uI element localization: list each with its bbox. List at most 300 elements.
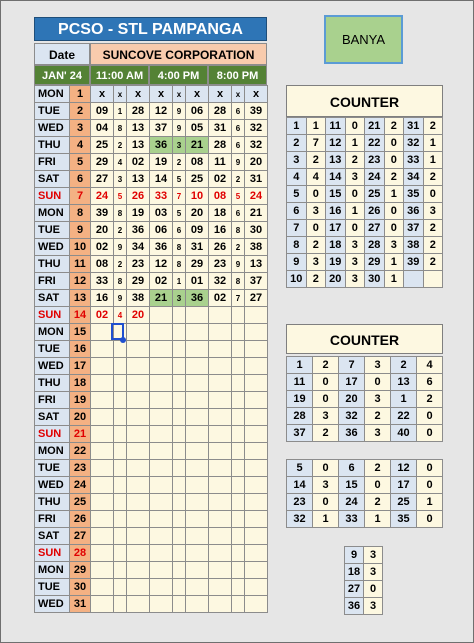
result-cell[interactable]: 34 (127, 239, 150, 256)
result-cell[interactable]: 29 (91, 154, 114, 171)
result-cell[interactable] (245, 443, 268, 460)
date-cell[interactable]: 24 (70, 477, 91, 494)
result-cell[interactable]: 25 (91, 137, 114, 154)
counter-number-cell[interactable]: 11 (326, 118, 346, 135)
result-cell[interactable] (209, 579, 232, 596)
day-cell[interactable]: THU (35, 494, 70, 511)
result-cell[interactable] (245, 307, 268, 324)
result-cell[interactable] (127, 477, 150, 494)
result-cell[interactable]: 9 (173, 120, 186, 137)
result-cell[interactable]: 32 (209, 273, 232, 290)
result-cell[interactable]: 39 (91, 205, 114, 222)
result-cell[interactable]: 16 (209, 222, 232, 239)
date-cell[interactable]: 4 (70, 137, 91, 154)
result-cell[interactable]: 20 (127, 307, 150, 324)
result-cell[interactable] (232, 528, 245, 545)
counter-number-cell[interactable]: 10 (287, 271, 307, 288)
result-cell[interactable] (245, 511, 268, 528)
result-cell[interactable]: x (91, 86, 114, 103)
result-cell[interactable] (245, 460, 268, 477)
result-cell[interactable] (150, 579, 173, 596)
result-cell[interactable] (186, 477, 209, 494)
result-cell[interactable] (186, 392, 209, 409)
counter-count-cell[interactable]: 3 (345, 254, 365, 271)
day-cell[interactable]: WED (35, 239, 70, 256)
result-cell[interactable] (245, 494, 268, 511)
result-cell[interactable] (245, 392, 268, 409)
day-cell[interactable]: SAT (35, 409, 70, 426)
result-cell[interactable]: 1 (114, 103, 127, 120)
counter-number-cell[interactable]: 14 (287, 477, 313, 494)
result-cell[interactable]: 06 (186, 103, 209, 120)
result-cell[interactable] (173, 375, 186, 392)
counter-number-cell[interactable]: 18 (345, 564, 364, 581)
result-cell[interactable] (127, 392, 150, 409)
counter-count-cell[interactable]: 0 (313, 374, 339, 391)
counter-count-cell[interactable]: 3 (306, 203, 326, 220)
result-cell[interactable] (232, 341, 245, 358)
result-cell[interactable] (232, 562, 245, 579)
date-cell[interactable]: 23 (70, 460, 91, 477)
result-cell[interactable]: 21 (150, 290, 173, 307)
day-cell[interactable]: MON (35, 205, 70, 222)
result-cell[interactable]: 8 (114, 273, 127, 290)
counter-count-cell[interactable]: 0 (384, 203, 404, 220)
date-cell[interactable]: 2 (70, 103, 91, 120)
result-cell[interactable] (232, 545, 245, 562)
counter-count-cell[interactable]: 1 (417, 494, 443, 511)
result-cell[interactable] (232, 358, 245, 375)
result-cell[interactable] (127, 358, 150, 375)
result-cell[interactable] (150, 596, 173, 613)
date-cell[interactable]: 28 (70, 545, 91, 562)
day-cell[interactable]: WED (35, 120, 70, 137)
result-cell[interactable] (127, 528, 150, 545)
result-cell[interactable]: 6 (232, 103, 245, 120)
result-cell[interactable] (91, 409, 114, 426)
result-cell[interactable] (186, 562, 209, 579)
result-cell[interactable]: 12 (150, 103, 173, 120)
counter-number-cell[interactable]: 17 (339, 374, 365, 391)
result-cell[interactable] (209, 392, 232, 409)
counter-count-cell[interactable]: 3 (345, 271, 365, 288)
counter-count-cell[interactable]: 3 (365, 425, 391, 442)
result-cell[interactable]: 31 (186, 239, 209, 256)
counter-number-cell[interactable]: 5 (287, 186, 307, 203)
result-cell[interactable] (150, 358, 173, 375)
result-cell[interactable]: 7 (173, 188, 186, 205)
day-cell[interactable]: TUE (35, 222, 70, 239)
counter-number-cell[interactable]: 13 (391, 374, 417, 391)
result-cell[interactable]: 6 (173, 222, 186, 239)
counter-count-cell[interactable]: 0 (417, 477, 443, 494)
counter-count-cell[interactable]: 1 (423, 152, 443, 169)
result-cell[interactable]: 13 (127, 120, 150, 137)
fill-handle[interactable] (120, 337, 126, 343)
result-cell[interactable] (173, 477, 186, 494)
result-cell[interactable] (186, 375, 209, 392)
result-cell[interactable]: 04 (91, 120, 114, 137)
counter-number-cell[interactable]: 25 (391, 494, 417, 511)
date-cell[interactable]: 3 (70, 120, 91, 137)
result-cell[interactable] (186, 528, 209, 545)
counter-count-cell[interactable]: 2 (384, 118, 404, 135)
result-cell[interactable] (232, 477, 245, 494)
counter-count-cell[interactable]: 3 (364, 564, 383, 581)
result-cell[interactable]: 38 (245, 239, 268, 256)
result-cell[interactable]: 13 (245, 256, 268, 273)
result-cell[interactable] (150, 511, 173, 528)
counter-count-cell[interactable]: 3 (345, 169, 365, 186)
result-cell[interactable]: 02 (127, 154, 150, 171)
result-cell[interactable] (150, 426, 173, 443)
result-cell[interactable] (209, 358, 232, 375)
day-cell[interactable]: FRI (35, 392, 70, 409)
counter-count-cell[interactable]: 1 (313, 511, 339, 528)
day-cell[interactable]: SUN (35, 545, 70, 562)
counter-number-cell[interactable]: 32 (339, 408, 365, 425)
result-cell[interactable]: x (232, 86, 245, 103)
result-cell[interactable] (209, 307, 232, 324)
counter-count-cell[interactable]: 0 (345, 118, 365, 135)
counter-number-cell[interactable]: 6 (339, 460, 365, 477)
result-cell[interactable] (150, 443, 173, 460)
result-cell[interactable]: 28 (209, 137, 232, 154)
result-cell[interactable] (127, 579, 150, 596)
result-cell[interactable] (150, 409, 173, 426)
result-cell[interactable] (245, 477, 268, 494)
result-cell[interactable]: 10 (186, 188, 209, 205)
result-cell[interactable]: 6 (232, 120, 245, 137)
counter-number-cell[interactable]: 3 (287, 152, 307, 169)
result-cell[interactable] (114, 545, 127, 562)
counter-number-cell[interactable]: 25 (365, 186, 385, 203)
counter-count-cell[interactable]: 0 (306, 186, 326, 203)
counter-number-cell[interactable]: 4 (287, 169, 307, 186)
result-cell[interactable] (209, 528, 232, 545)
result-cell[interactable]: 5 (173, 171, 186, 188)
counter-number-cell[interactable]: 1 (287, 118, 307, 135)
result-cell[interactable] (232, 324, 245, 341)
day-cell[interactable]: TUE (35, 460, 70, 477)
counter-number-cell[interactable]: 5 (287, 460, 313, 477)
result-cell[interactable]: 1 (173, 273, 186, 290)
result-cell[interactable] (209, 426, 232, 443)
counter-number-cell[interactable]: 40 (391, 425, 417, 442)
banya-button[interactable]: BANYA (324, 15, 403, 64)
result-cell[interactable] (245, 426, 268, 443)
result-cell[interactable] (209, 341, 232, 358)
counter-count-cell[interactable]: 0 (384, 152, 404, 169)
counter-count-cell[interactable]: 2 (345, 152, 365, 169)
counter-count-cell[interactable]: 1 (384, 254, 404, 271)
result-cell[interactable] (186, 426, 209, 443)
date-cell[interactable]: 20 (70, 409, 91, 426)
result-cell[interactable]: 6 (232, 205, 245, 222)
result-cell[interactable]: 29 (127, 273, 150, 290)
result-cell[interactable] (209, 477, 232, 494)
result-cell[interactable]: 28 (127, 103, 150, 120)
result-cell[interactable]: 12 (150, 256, 173, 273)
counter-count-cell[interactable]: 0 (313, 391, 339, 408)
result-cell[interactable] (127, 375, 150, 392)
result-cell[interactable]: 32 (245, 137, 268, 154)
result-cell[interactable]: 31 (245, 171, 268, 188)
day-cell[interactable]: MON (35, 443, 70, 460)
counter-count-cell[interactable]: 4 (306, 169, 326, 186)
counter-count-cell[interactable]: 0 (365, 477, 391, 494)
result-cell[interactable] (91, 477, 114, 494)
result-cell[interactable] (114, 528, 127, 545)
counter-count-cell[interactable]: 0 (365, 374, 391, 391)
result-cell[interactable] (173, 324, 186, 341)
counter-number-cell[interactable]: 35 (404, 186, 424, 203)
counter-count-cell[interactable]: 1 (345, 135, 365, 152)
result-cell[interactable] (91, 545, 114, 562)
counter-number-cell[interactable]: 9 (345, 547, 364, 564)
day-cell[interactable]: SUN (35, 188, 70, 205)
result-cell[interactable]: 01 (186, 273, 209, 290)
result-cell[interactable] (114, 375, 127, 392)
result-cell[interactable] (209, 545, 232, 562)
result-cell[interactable]: 11 (209, 154, 232, 171)
counter-number-cell[interactable]: 24 (365, 169, 385, 186)
result-cell[interactable] (114, 426, 127, 443)
result-cell[interactable] (245, 545, 268, 562)
date-cell[interactable]: 27 (70, 528, 91, 545)
result-cell[interactable] (209, 596, 232, 613)
counter-number-cell[interactable]: 2 (287, 135, 307, 152)
counter-count-cell[interactable]: 0 (364, 581, 383, 598)
day-cell[interactable]: MON (35, 562, 70, 579)
result-cell[interactable]: 31 (209, 120, 232, 137)
counter-count-cell[interactable]: 3 (364, 598, 383, 615)
counter-number-cell[interactable]: 37 (287, 425, 313, 442)
counter-count-cell[interactable]: 0 (417, 408, 443, 425)
result-cell[interactable] (150, 324, 173, 341)
result-cell[interactable] (127, 409, 150, 426)
result-cell[interactable] (173, 426, 186, 443)
counter-number-cell[interactable]: 15 (326, 186, 346, 203)
result-cell[interactable] (114, 358, 127, 375)
day-cell[interactable]: WED (35, 477, 70, 494)
result-cell[interactable] (150, 307, 173, 324)
result-cell[interactable] (127, 443, 150, 460)
result-cell[interactable] (232, 511, 245, 528)
day-cell[interactable]: TUE (35, 341, 70, 358)
result-cell[interactable]: 20 (186, 205, 209, 222)
result-cell[interactable] (232, 579, 245, 596)
result-cell[interactable] (245, 341, 268, 358)
date-cell[interactable]: 19 (70, 392, 91, 409)
date-cell[interactable]: 8 (70, 205, 91, 222)
result-cell[interactable] (127, 324, 150, 341)
counter-number-cell[interactable]: 1 (391, 391, 417, 408)
result-cell[interactable]: 32 (245, 120, 268, 137)
result-cell[interactable] (91, 494, 114, 511)
counter-number-cell[interactable]: 27 (365, 220, 385, 237)
result-cell[interactable] (114, 341, 127, 358)
counter-number-cell[interactable]: 13 (326, 152, 346, 169)
result-cell[interactable]: 2 (114, 137, 127, 154)
day-cell[interactable]: SUN (35, 426, 70, 443)
result-cell[interactable]: 2 (232, 171, 245, 188)
counter-count-cell[interactable]: 0 (345, 220, 365, 237)
result-cell[interactable]: 08 (91, 256, 114, 273)
counter-count-cell[interactable]: 3 (384, 237, 404, 254)
result-cell[interactable]: 21 (186, 137, 209, 154)
counter-count-cell[interactable]: 2 (423, 220, 443, 237)
result-cell[interactable] (209, 324, 232, 341)
result-cell[interactable] (127, 511, 150, 528)
counter-number-cell[interactable]: 37 (404, 220, 424, 237)
result-cell[interactable] (127, 494, 150, 511)
result-cell[interactable]: 05 (186, 120, 209, 137)
result-cell[interactable]: 19 (150, 154, 173, 171)
counter-count-cell[interactable]: 2 (306, 152, 326, 169)
result-cell[interactable] (127, 596, 150, 613)
counter-number-cell[interactable]: 33 (404, 152, 424, 169)
result-cell[interactable]: 13 (127, 171, 150, 188)
result-cell[interactable] (114, 392, 127, 409)
result-cell[interactable] (209, 460, 232, 477)
result-cell[interactable]: 8 (232, 222, 245, 239)
day-cell[interactable]: FRI (35, 511, 70, 528)
counter-count-cell[interactable]: 3 (365, 357, 391, 374)
result-cell[interactable]: 8 (114, 120, 127, 137)
counter-count-cell[interactable]: 0 (313, 494, 339, 511)
counter-number-cell[interactable]: 7 (339, 357, 365, 374)
result-cell[interactable] (173, 341, 186, 358)
day-cell[interactable]: TUE (35, 103, 70, 120)
counter-count-cell[interactable]: 0 (417, 511, 443, 528)
counter-number-cell[interactable]: 18 (326, 237, 346, 254)
result-cell[interactable] (173, 460, 186, 477)
result-cell[interactable] (232, 375, 245, 392)
day-cell[interactable]: SAT (35, 171, 70, 188)
result-cell[interactable]: 28 (209, 103, 232, 120)
result-cell[interactable]: 3 (173, 290, 186, 307)
result-cell[interactable] (114, 477, 127, 494)
counter-count-cell[interactable]: 1 (365, 511, 391, 528)
result-cell[interactable]: 02 (209, 171, 232, 188)
counter-number-cell[interactable]: 2 (391, 357, 417, 374)
date-cell[interactable]: 1 (70, 86, 91, 103)
result-cell[interactable]: 26 (127, 188, 150, 205)
counter-number-cell[interactable]: 14 (326, 169, 346, 186)
result-cell[interactable]: 26 (209, 239, 232, 256)
result-cell[interactable]: 19 (127, 205, 150, 222)
result-cell[interactable]: 6 (232, 137, 245, 154)
counter-count-cell[interactable]: 3 (364, 547, 383, 564)
counter-count-cell[interactable]: 2 (423, 237, 443, 254)
result-cell[interactable] (245, 375, 268, 392)
result-cell[interactable] (91, 375, 114, 392)
counter-count-cell[interactable]: 2 (313, 357, 339, 374)
result-cell[interactable] (150, 341, 173, 358)
result-cell[interactable]: 9 (114, 239, 127, 256)
date-cell[interactable]: 10 (70, 239, 91, 256)
result-cell[interactable] (186, 494, 209, 511)
result-cell[interactable] (150, 528, 173, 545)
result-cell[interactable]: 8 (173, 256, 186, 273)
counter-count-cell[interactable]: 2 (423, 118, 443, 135)
counter-count-cell[interactable]: 1 (384, 186, 404, 203)
result-cell[interactable] (173, 307, 186, 324)
result-cell[interactable]: 2 (114, 222, 127, 239)
counter-count-cell[interactable]: 0 (384, 220, 404, 237)
result-cell[interactable]: 4 (114, 307, 127, 324)
date-cell[interactable]: 12 (70, 273, 91, 290)
counter-number-cell[interactable]: 6 (287, 203, 307, 220)
result-cell[interactable] (127, 341, 150, 358)
counter-number-cell[interactable]: 28 (365, 237, 385, 254)
day-cell[interactable]: MON (35, 324, 70, 341)
counter-number-cell[interactable]: 16 (326, 203, 346, 220)
counter-number-cell[interactable]: 32 (404, 135, 424, 152)
result-cell[interactable] (173, 528, 186, 545)
result-cell[interactable]: x (114, 86, 127, 103)
result-cell[interactable]: x (127, 86, 150, 103)
counter-number-cell[interactable]: 38 (404, 237, 424, 254)
day-cell[interactable]: WED (35, 358, 70, 375)
day-cell[interactable]: FRI (35, 273, 70, 290)
result-cell[interactable] (150, 494, 173, 511)
counter-number-cell[interactable]: 19 (326, 254, 346, 271)
result-cell[interactable]: 5 (114, 188, 127, 205)
result-cell[interactable]: 3 (173, 137, 186, 154)
date-cell[interactable]: 16 (70, 341, 91, 358)
result-cell[interactable] (173, 358, 186, 375)
result-cell[interactable] (127, 426, 150, 443)
result-cell[interactable]: 37 (150, 120, 173, 137)
result-cell[interactable] (91, 562, 114, 579)
result-cell[interactable]: 09 (186, 222, 209, 239)
counter-number-cell[interactable]: 1 (287, 357, 313, 374)
result-cell[interactable]: 36 (150, 239, 173, 256)
result-cell[interactable] (91, 426, 114, 443)
result-cell[interactable] (150, 477, 173, 494)
counter-count-cell[interactable]: 2 (365, 408, 391, 425)
result-cell[interactable] (91, 528, 114, 545)
result-cell[interactable] (150, 392, 173, 409)
result-cell[interactable]: 20 (91, 222, 114, 239)
counter-count-cell[interactable]: 6 (417, 374, 443, 391)
result-cell[interactable] (114, 579, 127, 596)
result-cell[interactable] (232, 494, 245, 511)
counter-number-cell[interactable]: 23 (365, 152, 385, 169)
result-cell[interactable]: 06 (150, 222, 173, 239)
result-cell[interactable] (91, 596, 114, 613)
result-cell[interactable] (173, 562, 186, 579)
date-cell[interactable]: 30 (70, 579, 91, 596)
counter-count-cell[interactable]: 0 (417, 460, 443, 477)
result-cell[interactable] (114, 460, 127, 477)
day-cell[interactable]: WED (35, 596, 70, 613)
counter-count-cell[interactable]: 2 (313, 425, 339, 442)
result-cell[interactable] (173, 443, 186, 460)
result-cell[interactable]: 2 (232, 239, 245, 256)
result-cell[interactable]: 36 (150, 137, 173, 154)
date-cell[interactable]: 21 (70, 426, 91, 443)
result-cell[interactable] (186, 596, 209, 613)
result-cell[interactable]: 09 (91, 103, 114, 120)
counter-count-cell[interactable]: 7 (306, 135, 326, 152)
counter-count-cell[interactable]: 2 (423, 169, 443, 186)
result-cell[interactable] (232, 443, 245, 460)
result-cell[interactable] (232, 409, 245, 426)
result-cell[interactable]: 03 (150, 205, 173, 222)
